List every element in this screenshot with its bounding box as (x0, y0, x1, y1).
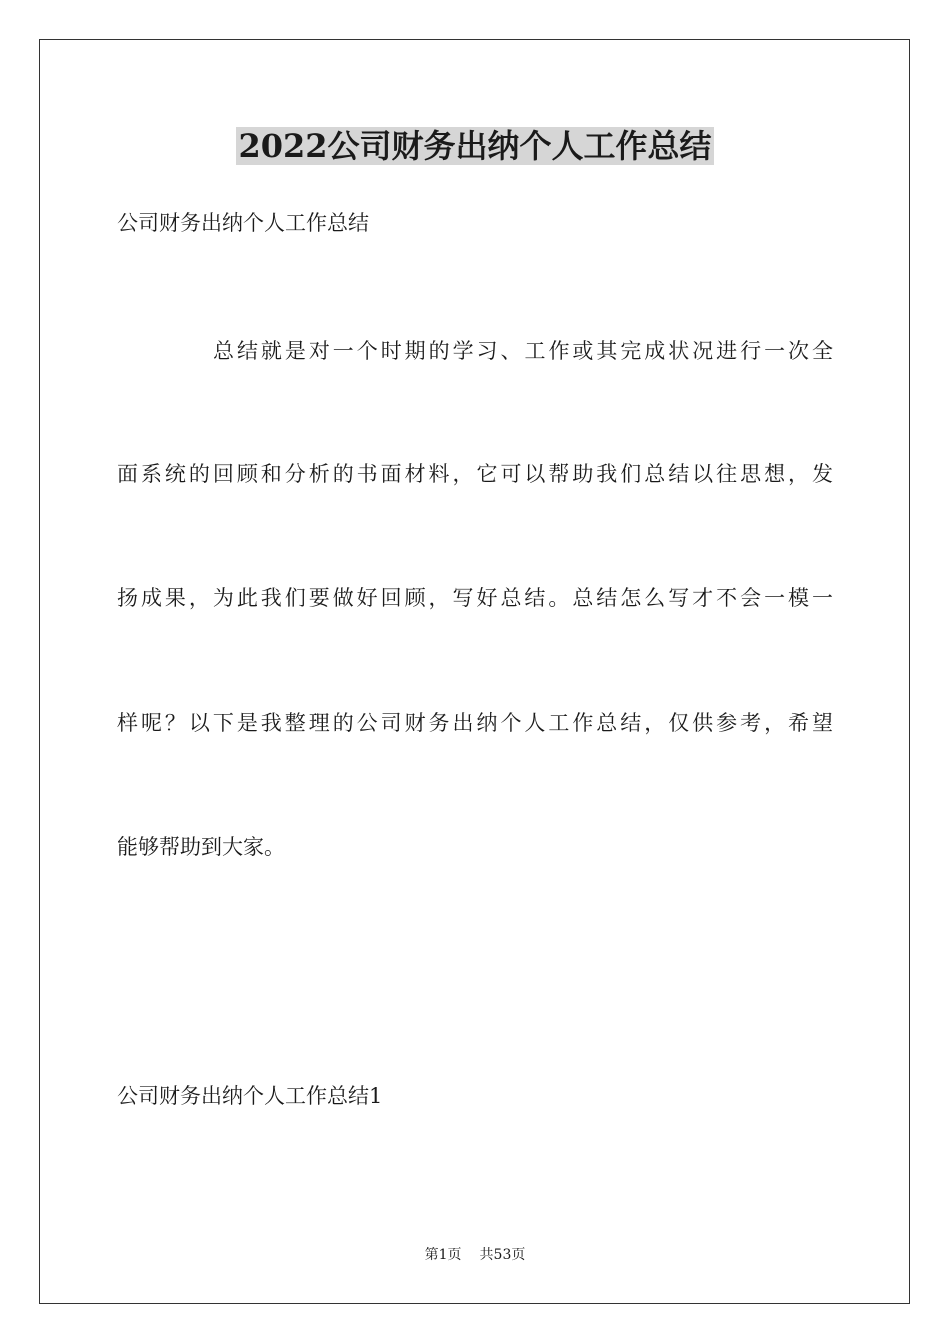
paragraph-line-5: 能够帮助到大家。 (117, 835, 285, 859)
paragraph-line-4: 样呢？以下是我整理的公司财务出纳个人工作总结，仅供参考，希望 (117, 711, 833, 735)
paragraph-line-2: 面系统的回顾和分析的书面材料，它可以帮助我们总结以往思想，发 (117, 462, 833, 486)
paragraph-line-3: 扬成果，为此我们要做好回顾，写好总结。总结怎么写才不会一模一 (117, 586, 833, 610)
page-footer (0, 1245, 950, 1265)
paragraph-line-1: 总结就是对一个时期的学习、工作或其完成状况进行一次全 (213, 339, 833, 363)
document-subtitle: 公司财务出纳个人工作总结 (117, 211, 369, 235)
document-title (0, 124, 950, 168)
page-total: 共53页 (479, 1247, 526, 1263)
document-title-text: 2022公司财务出纳个人工作总结 (238, 127, 712, 165)
page-number: 第1页 (424, 1247, 462, 1263)
section-heading: 公司财务出纳个人工作总结1 (117, 1084, 383, 1108)
